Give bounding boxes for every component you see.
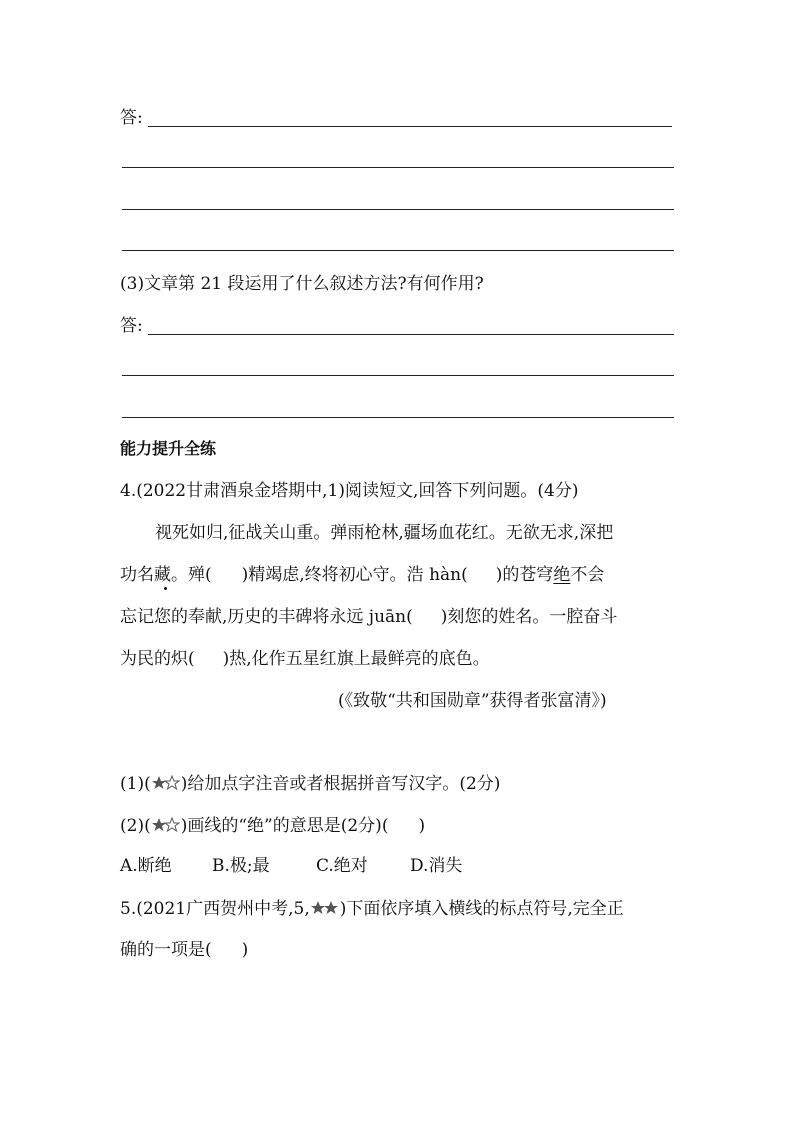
passage-line	[120, 609, 617, 626]
question-4-header: 4.(2022甘肃酒泉金塔期中,1)阅读短文,回答下列问题。(4分)	[120, 481, 579, 501]
section-title: 能力提升全练	[120, 439, 217, 458]
passage-line	[120, 651, 490, 668]
answer-line	[122, 250, 674, 251]
option-a: A.断绝	[120, 856, 172, 876]
question-5-paren: )	[241, 940, 249, 960]
sub-question-prefix: (2)(	[120, 816, 151, 836]
question-5-prefix: 5.(2021广西贺州中考,5,	[120, 899, 310, 919]
passage-line	[120, 567, 604, 584]
passage-segment: )的苍穹	[495, 565, 554, 585]
passage-segment: 为民的炽(	[120, 649, 195, 669]
answer-line	[122, 375, 674, 376]
sub-question-text: )画线的“绝”的意思是(2分)(	[180, 816, 389, 836]
option-c: C.绝对	[316, 856, 368, 876]
sub-question-prefix: (1)(	[120, 774, 151, 794]
question-5-line2	[120, 942, 248, 959]
sub-question-paren: )	[418, 816, 426, 836]
question-5-header	[120, 900, 624, 918]
question-5-text: )下面依序填入横线的标点符号,完全正	[339, 899, 624, 919]
passage-segment: 忘记您的奉献,历史的丰碑将永远 juān(	[120, 607, 413, 627]
sub-question-1	[120, 775, 500, 793]
answer-label: 答:	[120, 108, 143, 128]
star-rating-icon	[152, 817, 180, 833]
question-3-text: (3)文章第 21 段运用了什么叙述方法?有何作用?	[120, 274, 484, 294]
passage-segment: )热,化作五星红旗上最鲜亮的底色。	[222, 649, 490, 669]
passage-segment: 不会	[570, 565, 605, 585]
passage-segment: 功名藏。殚(	[120, 565, 212, 585]
option-d: D.消失	[410, 856, 463, 876]
option-b: B.极;最	[212, 856, 270, 876]
answer-line	[122, 167, 674, 168]
question-5-text: 确的一项是(	[120, 940, 212, 960]
answer-label: 答:	[120, 316, 143, 336]
sub-question-2	[120, 817, 425, 835]
underlined-word-jue: 绝	[553, 565, 571, 585]
passage-source: (《致敬“共和国勋章”获得者张富清》)	[338, 691, 607, 711]
passage-segment: )精竭虑,终将初心守。浩 hàn(	[241, 565, 468, 585]
star-rating-icon	[311, 900, 339, 916]
passage-segment: )刻您的姓名。一腔奋斗	[440, 607, 618, 627]
answer-line	[122, 209, 674, 210]
answer-line	[148, 334, 674, 335]
star-rating-icon	[152, 775, 180, 791]
answer-line	[148, 126, 672, 127]
passage-line: 视死如归,征战关山重。弹雨枪林,疆场血花红。无欲无求,深把	[155, 523, 614, 543]
answer-line	[122, 417, 674, 418]
sub-question-text: )给加点字注音或者根据拼音写汉字。(2分)	[180, 774, 501, 794]
